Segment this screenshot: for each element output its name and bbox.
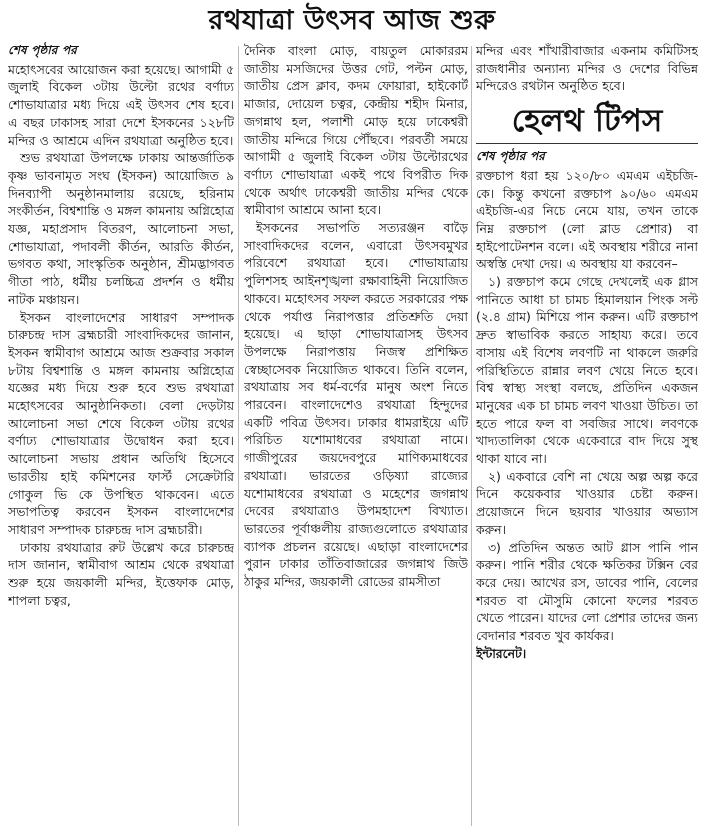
column-2 — [244, 42, 468, 832]
paragraph: ইসকন বাংলাদেশের সাধারণ সম্পাদক চারুচন্দ্র দাস ব্রহ্মচারী সাংবাদিকদের জানান, ইসকন স্বামীবাগ আশ্রমে আজ শুক্রবার সকাল ৮টায় বিশ্বশান্তি ও মঙ্গল কামনায় অগ্নিহোত্র যজ্ঞের মধ্য দিয়ে শুরু হবে শুভ রথযাত্রা মহোৎসবের আনুষ্ঠানিকতা। বেলা দেড়টায় আলোচনা সভা শেষে বিকেল ৩টায় রথের বর্ণাঢ্য শোভাযাত্রার উদ্বোধন করা হবে। আলোচনা সভায় প্রধান অতিথি হিসেবে ভারতীয় হাই কমিশনের ফার্স্ট সেক্রেটারি গোকুল ভি কে উপস্থিত থাকবেন। এতে সভাপতিত্ব করবেন ইসকন বাংলাদেশের সাধারণ সম্পাদক চারুচন্দ্র দাস ব্রহ্মচারী। — [8, 309, 234, 537]
paragraph: ইসকনের সভাপতি সত্যরঞ্জন বাড়ৈ সাংবাদিকদের বলেন, এবারো উৎসবমুখর পরিবেশে রথযাত্রা হবে। শোভাযাত্রায় পুলিশসহ আইনশৃঙ্খলা রক্ষাবাহিনী নিয়োজিত থাকবে। মহোৎসব সফল করতে সরকারের পক্ষ থেকে পর্যাপ্ত নিরাপত্তার প্রতিশ্রুতি দেয়া হয়েছে। এ ছাড়া শোভাযাত্রাসহ উৎসব উপলক্ষে নিরাপত্তায় নিজস্ব প্রশিক্ষিত স্বেচ্ছাসেবক নিয়োজিত থাকবে। তিনি বলেন, রথযাত্রায় সব ধর্ম-বর্ণের মানুষ অংশ নিতে পারবেন। বাংলাদেশেও রথযাত্রা হিন্দুদের একটি পবিত্র উৎসব। ঢাকার ধামরাইয়ে এটি পরিচিত যশোমাধবের রথযাত্রা নামে। গাজীপুরের জয়দেবপুরে মাণিক্যমাধবের রথযাত্রা। ভারতের ওড়িষ্যা রাজ্যের যশোমাধবের রথযাত্রা ও মহেশের জগন্নাথ দেবের রথযাত্রাও উপমহাদেশ বিখ্যাত। ভারতের পূর্বাঞ্চলীয় রাজ্যগুলোতে রথযাত্রার ব্যাপক প্রচলন রয়েছে। এছাড়া বাংলাদেশের পুরান ঢাকার তাঁতিবাজারের জগন্নাথ জিউ ঠাকুর মন্দির, জয়কালী রোডের রামসীতা — [244, 220, 468, 590]
paragraph: দৈনিক বাংলা মোড়, বায়তুল মোকাররম জাতীয় মসজিদের উত্তর গেট, পল্টন মোড়, জাতীয় প্রেস ক্লাব, কদম ফোয়ারা, হাইকোর্ট মাজার, দোয়েল চত্বর, কেন্দ্রীয় শহীদ মিনার, জগন্নাথ হল, পলাশী মোড় হয়ে ঢাকেশ্বরী জাতীয় মন্দিরে গিয়ে পৌঁছবে। পরবর্তী সময়ে আগামী ৫ জুলাই বিকেল ৩টায় উল্টোরথের বর্ণাঢ্য শোভাযাত্রা একই পথে বিপরীত দিক থেকে অর্থাৎ ঢাকেশ্বরী জাতীয় মন্দির থেকে স্বামীবাগ আশ্রমে আনা হবে। — [244, 43, 468, 218]
paragraph: ৩) প্রতিদিন অন্তত আট গ্লাস পানি পান করুন। পানি শরীর থেকে ক্ষতিকর টক্সিন বের করে দেয়। আখের রস, ডাবের পানি, বেলের শরবত বা মৌসুমি কোনো ফলের শরবত খেতে পারেন। যাদের লো প্রেশার তাদের জন্য বেদানার শরবত খুব কার্যকর। — [476, 539, 698, 644]
paragraph: রক্তচাপ ধরা হয় ১২০/৮০ এমএম এইচজি-কে। কিন্তু কখনো রক্তচাপ ৯০/৬০ এমএম এইচজি-এর নিচে নেমে যায়, তখন তাকে নিম্ন রক্তচাপ (লো ব্লাড প্রেশার) বা হাইপোটেনশন বলে। এই অবস্থায় শরীরে নানা অস্বস্তি দেখা দেয়। এ অবস্থায় যা করবেন– — [476, 167, 698, 272]
headline: রথযাত্রা উৎসব আজ শুরু — [208, 5, 496, 36]
column-divider — [471, 46, 472, 826]
column-1 — [8, 42, 234, 832]
title-underline — [476, 143, 698, 144]
continued-label: শেষ পৃষ্ঠার পর — [476, 149, 545, 164]
paragraph: ঢাকায় রথযাত্রার রুট উল্লেখ করে চারুচন্দ্র দাস জানান, স্বামীবাগ আশ্রম থেকে রথযাত্রা শুরু হয়ে জয়কালী মন্দির, ইত্তেফাক মোড়, শাপলা চত্বর, — [8, 539, 234, 608]
source-credit: ইন্টারনেট। — [476, 645, 527, 661]
paragraph: ২) একবারে বেশি না খেয়ে অল্প অল্প করে দিনে কয়েকবার খাওয়ার চেষ্টা করুন। প্রয়োজনে দিনে ছয়বার খাওয়ার অভ্যাস করুন। — [476, 468, 698, 537]
paragraph: মন্দির এবং শাঁখারীবাজার একনাম কমিটিসহ রাজধানীর অন্যান্য মন্দির ও দেশের বিভিন্ন মন্দিরেও রথটান অনুষ্ঠিত হবে। — [476, 43, 698, 94]
paragraph: শুভ রথযাত্রা উপলক্ষে ঢাকায় আন্তর্জাতিক কৃষ্ণ ভাবনামৃত সংঘ (ইসকন) আয়োজিত ৯ দিনব্যাপী অনুষ্ঠানমালায় রয়েছে, হরিনাম সংকীর্তন, বিশ্বশান্তি ও মঙ্গল কামনায় অগ্নিহোত্র যজ্ঞ, মহাপ্রসাদ বিতরণ, আলোচনা সভা, শোভাযাত্রা, পদাবলী কীর্তন, আরতি কীর্তন, ভগবত কথা, সাংস্কৃতিক অনুষ্ঠান, শ্রীমদ্ভাগবত গীতা পাঠ, ধর্মীয় চলচ্চিত্র প্রদর্শন ও ধর্মীয় নাটক মঞ্চায়ন। — [8, 150, 234, 307]
paragraph: ১) রক্তচাপ কমে গেছে দেখলেই এক গ্লাস পানিতে আধা চা চামচ হিমালয়ান পিংক সল্ট (২.৪ গ্রাম) মিশিয়ে পান করুন। এটি রক্তচাপ দ্রুত স্বাভাবিক করতে সাহায্য করে। তবে বাসায় এই বিশেষ লবণটি না থাকলে জরুরি পরিস্থিতিতে রান্নার লবণ খেয়ে নিতে হবে। বিশ্ব স্বাস্থ্য সংস্থা বলছে, প্রতিদিন একজন মানুষের এক চা চামচ লবণ খাওয়া উচিত। তা হতে পারে ফল বা সবজির সাথে। লবণকে খাদ্যতালিকা থেকে একেবারে বাদ দিয়ে সুস্থ থাকা যাবে না। — [476, 274, 698, 467]
column-3 — [476, 42, 698, 832]
health-tips-title: হেলথ টিপস — [511, 103, 663, 140]
continued-label: শেষ পৃষ্ঠার পর — [8, 43, 77, 57]
column-divider — [238, 46, 239, 826]
paragraph: মহোৎসবের আয়োজন করা হয়েছে। আগামী ৫ জুলাই বিকেল ৩টায় উল্টো রথের বর্ণাঢ্য শোভাযাত্রার মধ্য দিয়ে এই উৎসব শেষ হবে। এ বছর ঢাকাসহ সারা দেশে ইসকনের ১২৮টি মন্দির ও আশ্রমে এদিন রথযাত্রা অনুষ্ঠিত হবে। — [8, 61, 234, 148]
